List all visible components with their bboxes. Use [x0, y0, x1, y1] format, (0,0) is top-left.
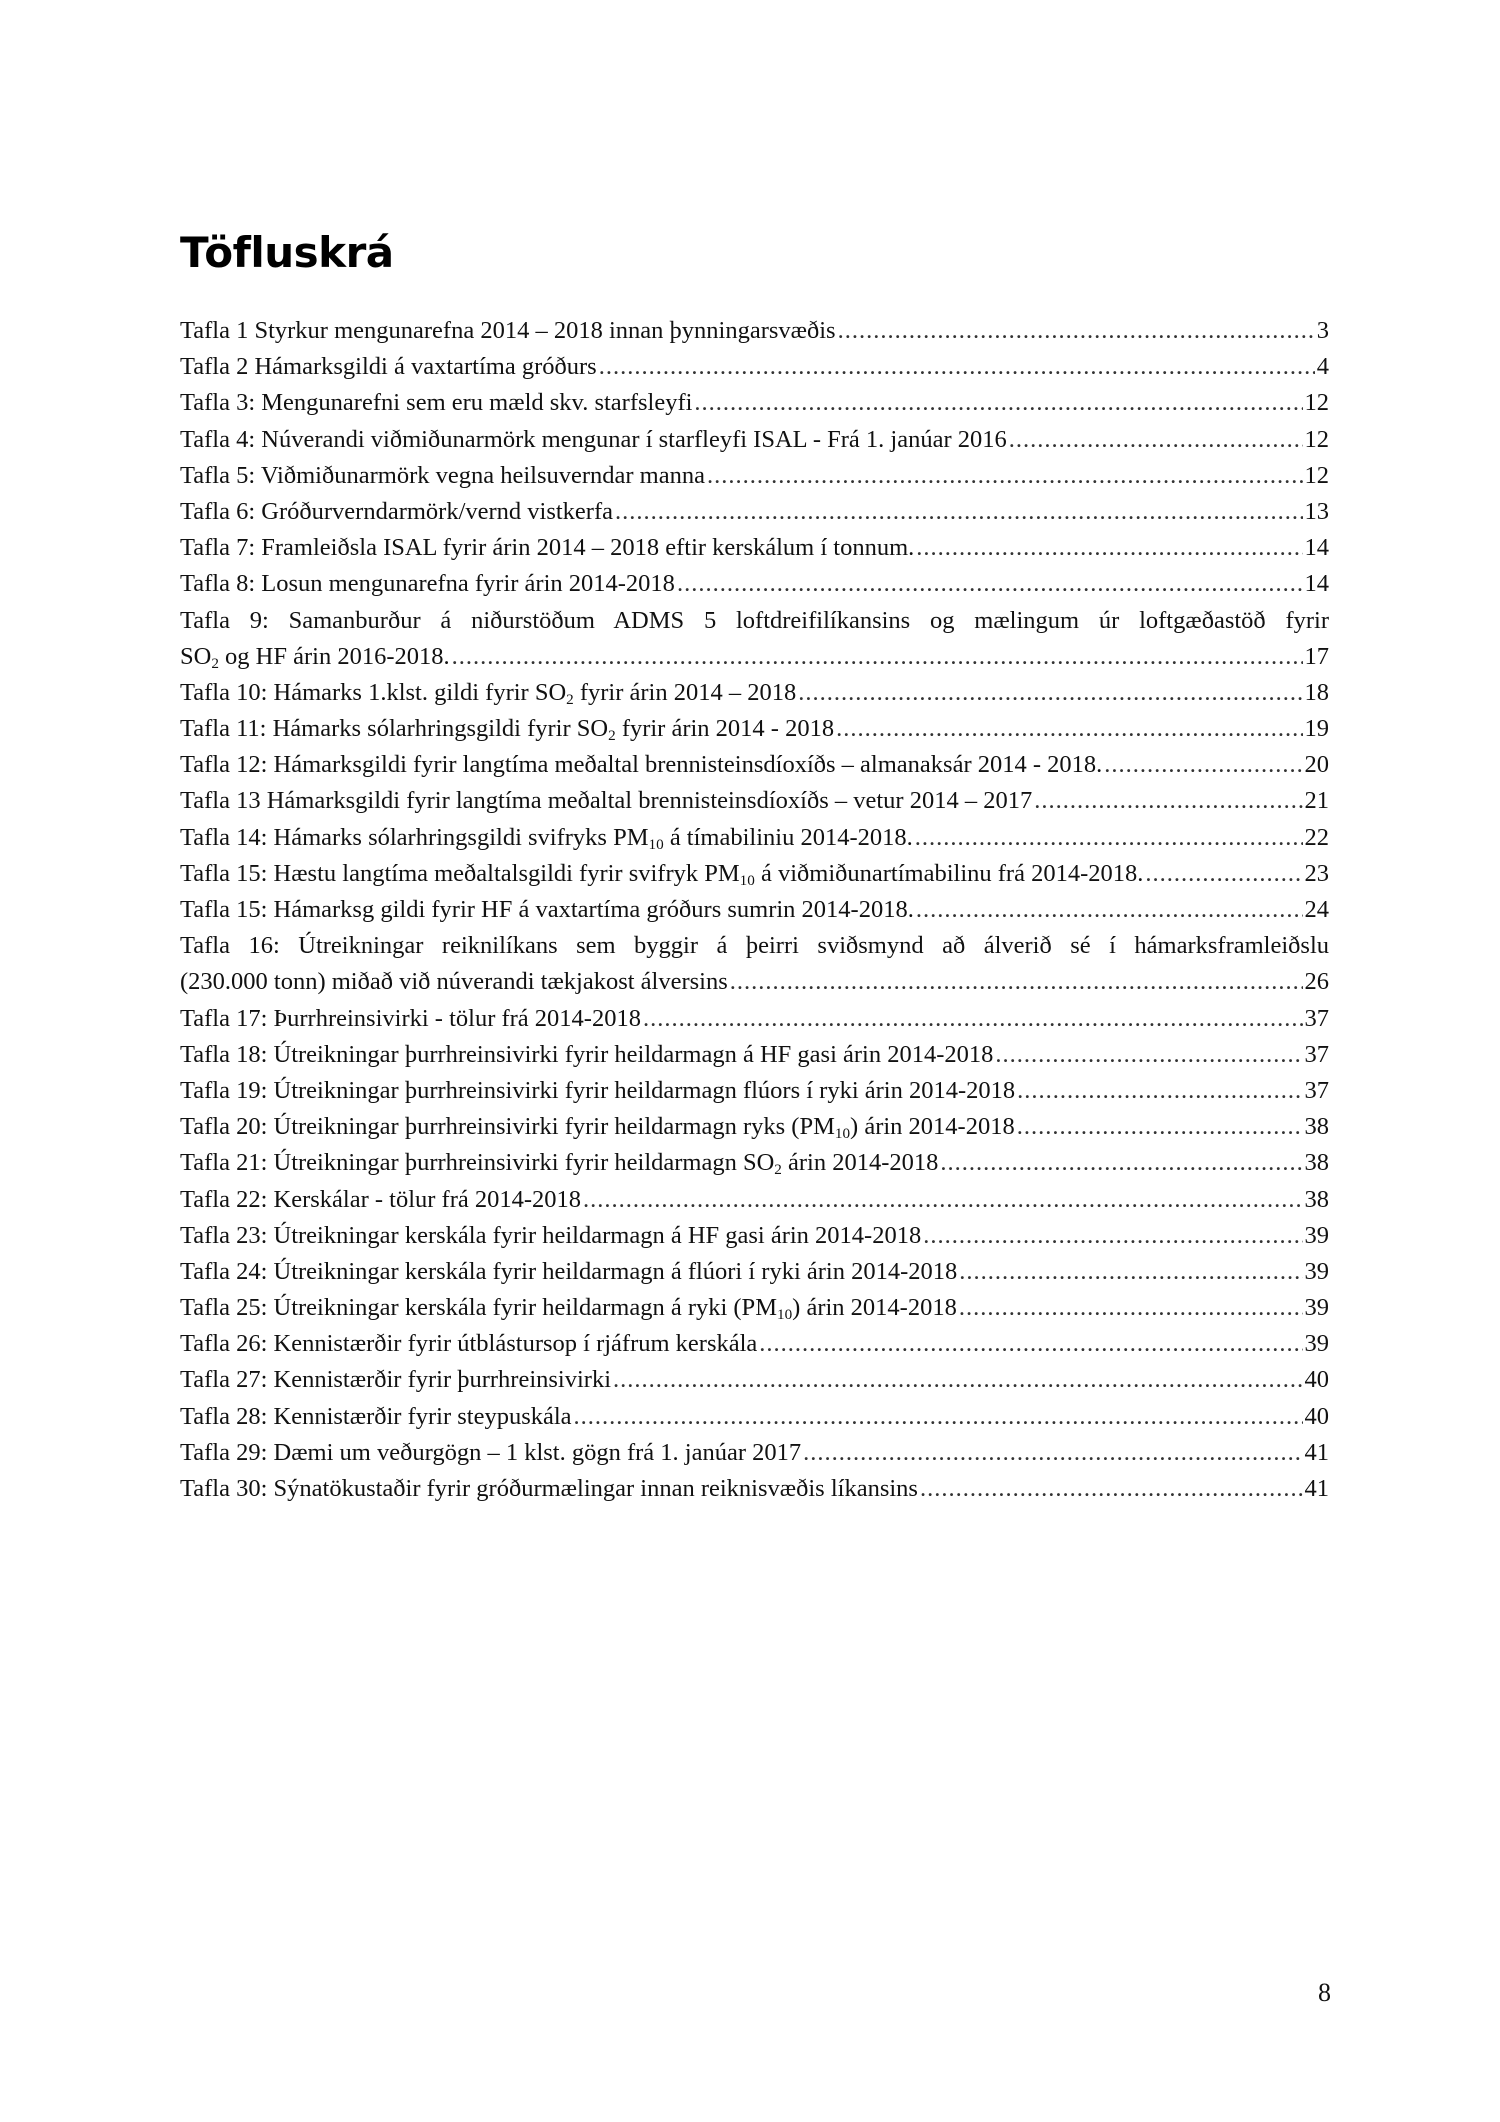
toc-entry-label — [180, 1290, 957, 1326]
toc-entry[interactable] — [180, 1471, 1329, 1507]
toc-entry-page: 41 — [1304, 1438, 1329, 1466]
dot-leader — [613, 1362, 1302, 1398]
toc-entry-page: 40 — [1304, 1402, 1329, 1430]
toc-entry-label: Tafla 5: Viðmiðunarmörk vegna heilsuverndar manna — [180, 461, 705, 489]
dot-leader — [803, 1435, 1302, 1471]
toc-entry-label-part: á viðmiðunartímabilinu frá 2014-2018. — [754, 859, 1144, 887]
subscript: 2 — [774, 1161, 782, 1179]
toc-entry-label: Tafla 6: Gróðurverndarmörk/vernd vistkerfa — [180, 497, 613, 525]
dot-leader — [915, 820, 1303, 856]
toc-entry-page: 22 — [1304, 823, 1329, 851]
dot-leader — [615, 494, 1303, 530]
toc-entry-page: 39 — [1304, 1330, 1329, 1358]
dot-leader — [643, 1001, 1303, 1037]
toc-entry[interactable] — [180, 1218, 1329, 1254]
toc-entry-page: 20 — [1304, 751, 1329, 779]
dot-leader — [694, 385, 1302, 421]
toc-entry-label: Tafla 3: Mengunarefni sem eru mæld skv. starfsleyfi — [180, 389, 693, 417]
toc-entry[interactable] — [180, 783, 1329, 819]
dot-leader — [995, 1037, 1302, 1073]
toc-entry[interactable] — [180, 1435, 1329, 1471]
toc-entry-page: 3 — [1316, 317, 1329, 344]
toc-entry-page: 4 — [1316, 353, 1329, 381]
toc-entry-page: 12 — [1304, 461, 1329, 489]
toc-entry-page: 39 — [1304, 1257, 1329, 1285]
dot-leader — [923, 1218, 1302, 1254]
toc-entry-label: Tafla 27: Kennistærðir fyrir þurrhreinsivirki — [180, 1366, 612, 1394]
toc-entry-page: 24 — [1304, 896, 1329, 923]
toc-entry-page: 37 — [1304, 1040, 1329, 1068]
toc-entry-page: 12 — [1304, 389, 1329, 417]
toc-entry-label: Tafla 13 Hámarksgildi fyrir langtíma meðaltal brennisteinsdíoxíðs – vetur 2014 – 2017 — [180, 787, 1033, 815]
toc-entry-label-part: ) árin 2014-2018 — [792, 1294, 957, 1322]
dot-leader — [599, 349, 1315, 385]
subscript: 10 — [739, 871, 755, 889]
toc-entry-page: 17 — [1304, 642, 1329, 670]
toc-entry-label: Tafla 22: Kerskálar - tölur frá 2014-2018 — [180, 1185, 582, 1213]
dot-leader — [916, 892, 1303, 928]
toc-entry-page: 38 — [1304, 1185, 1329, 1213]
toc-entry-label-part: Tafla 10: Hámarks 1.klst. gildi fyrir SO — [180, 678, 567, 706]
dot-leader — [1017, 1109, 1303, 1145]
dot-leader — [452, 639, 1303, 675]
toc-entry[interactable] — [180, 494, 1329, 530]
toc-entry-label-part: árin 2014-2018 — [781, 1149, 939, 1177]
toc-entry-page: 39 — [1304, 1221, 1329, 1249]
toc-entry-label: Tafla 4: Núverandi viðmiðunarmörk mengunar í starfleyfi ISAL - Frá 1. janúar 2016 — [180, 425, 1007, 453]
toc-entry[interactable] — [180, 1037, 1329, 1073]
toc-entry[interactable] — [180, 1001, 1329, 1037]
toc-entry-page: 26 — [1304, 968, 1329, 996]
dot-leader — [916, 530, 1302, 566]
toc-entry-label: Tafla 2 Hámarksgildi á vaxtartíma gróðurs — [180, 353, 597, 381]
toc-entry[interactable] — [180, 603, 1329, 675]
toc-entry-label: Tafla 26: Kennistærðir fyrir útblástursop í rjáfrum kerskála — [180, 1330, 758, 1358]
dot-leader — [1017, 1073, 1302, 1109]
page-number: 8 — [1318, 1978, 1331, 2007]
dot-leader — [836, 711, 1302, 747]
toc-entry-page: 39 — [1304, 1294, 1329, 1322]
toc-entry-label-part: SO — [180, 642, 212, 670]
subscript: 10 — [648, 835, 664, 853]
toc-entry-label — [180, 639, 450, 675]
subscript: 2 — [211, 654, 219, 672]
toc-entry[interactable] — [180, 422, 1329, 458]
toc-entry-label — [180, 1145, 938, 1181]
toc-entry-page: 37 — [1304, 1004, 1329, 1032]
toc-entry-label: Tafla 30: Sýnatökustaðir fyrir gróðurmælingar innan reiknisvæðis líkansins — [180, 1475, 918, 1502]
toc-entry-label: Tafla 7: Framleiðsla ISAL fyrir árin 2014 – 2018 eftir kerskálum í tonnum. — [180, 534, 915, 562]
dot-leader — [838, 313, 1315, 349]
subscript: 10 — [834, 1124, 851, 1142]
dot-leader — [798, 675, 1302, 711]
toc-entry[interactable] — [180, 458, 1329, 494]
dot-leader — [920, 1471, 1303, 1507]
toc-entry-page: 37 — [1304, 1076, 1329, 1104]
toc-entry-label-part: fyrir árin 2014 – 2018 — [573, 678, 797, 706]
toc-entry-page: 19 — [1304, 715, 1329, 743]
dot-leader — [583, 1182, 1302, 1218]
toc-entry-label-part: og HF árin 2016-2018. — [218, 642, 450, 670]
toc-entry-label — [180, 711, 834, 747]
toc-entry-page: 14 — [1304, 534, 1329, 562]
toc-entry-label-part: Tafla 25: Útreikningar kerskála fyrir heildarmagn á ryki (PM — [180, 1294, 777, 1322]
toc-entry-label: Tafla 28: Kennistærðir fyrir steypuskála — [180, 1402, 572, 1430]
toc-entry-label-line1: Tafla 9: Samanburður á niðurstöðum ADMS 5 loftdreifilíkansins og mælingum úr loftgæðastöð fyrir — [180, 606, 1329, 634]
dot-leader — [1034, 783, 1302, 819]
toc-entry[interactable] — [180, 313, 1329, 349]
toc-entry-label: Tafla 18: Útreikningar þurrhreinsivirki fyrir heildarmagn á HF gasi árin 2014-2018 — [180, 1040, 994, 1068]
toc-entry[interactable] — [180, 820, 1329, 856]
toc-entry-label — [180, 964, 728, 1000]
toc-entry-page: 40 — [1304, 1366, 1329, 1394]
toc-entry[interactable] — [180, 892, 1329, 928]
toc-entry[interactable] — [180, 385, 1329, 421]
toc-entry-label-part: Tafla 14: Hámarks sólarhringsgildi svifryks PM — [180, 823, 649, 851]
toc-entry-label-part: Tafla 21: Útreikningar þurrhreinsivirki fyrir heildarmagn SO — [180, 1149, 775, 1177]
toc-entry[interactable] — [180, 1109, 1329, 1145]
dot-leader — [959, 1290, 1303, 1326]
toc-entry-label-part: (230.000 tonn) miðað við núverandi tækjakost álversins — [180, 968, 728, 996]
dot-leader — [959, 1254, 1302, 1290]
dot-leader — [730, 964, 1303, 1000]
toc-entry[interactable] — [180, 1399, 1329, 1435]
toc-entry-page: 14 — [1304, 570, 1329, 598]
toc-entry-label: Tafla 23: Útreikningar kerskála fyrir heildarmagn á HF gasi árin 2014-2018 — [180, 1221, 922, 1249]
toc-entry-page: 12 — [1304, 425, 1329, 453]
dot-leader — [940, 1145, 1302, 1181]
toc-entry-label: Tafla 29: Dæmi um veðurgögn – 1 klst. gögn frá 1. janúar 2017 — [180, 1438, 802, 1466]
toc-entry[interactable] — [180, 566, 1329, 602]
toc-entry-page: 13 — [1304, 497, 1329, 525]
toc-entry[interactable] — [180, 530, 1329, 566]
toc-entry[interactable] — [180, 1254, 1329, 1290]
toc-entry-label: Tafla 17: Þurrhreinsivirki - tölur frá 2014-2018 — [180, 1004, 641, 1032]
subscript: 2 — [566, 690, 574, 708]
toc-entry[interactable] — [180, 1182, 1329, 1218]
toc-entry[interactable] — [180, 747, 1329, 783]
toc-entry-page: 41 — [1304, 1475, 1329, 1502]
subscript: 10 — [776, 1305, 793, 1323]
toc-entry-label-part: ) árin 2014-2018 — [850, 1113, 1015, 1141]
toc-entry-label-line1: Tafla 16: Útreikningar reiknilíkans sem byggir á þeirri sviðsmynd að álverið sé í hámarksframleiðslu — [180, 932, 1329, 960]
dot-leader — [1104, 747, 1302, 783]
toc-entry-label: Tafla 8: Losun mengunarefna fyrir árin 2014-2018 — [180, 570, 675, 598]
toc-entry[interactable] — [180, 1326, 1329, 1362]
toc-entry[interactable] — [180, 856, 1329, 892]
page-title: Töfluskrá — [180, 228, 394, 277]
toc-entry[interactable] — [180, 1145, 1329, 1181]
toc-entry-label — [180, 856, 1143, 892]
toc-entry-label-part: á tímabiliniu 2014-2018. — [663, 823, 913, 851]
toc-entry-label — [180, 675, 796, 711]
toc-entry-page: 23 — [1304, 859, 1329, 887]
toc-entry-label-part: fyrir árin 2014 - 2018 — [615, 715, 835, 743]
toc-entry[interactable] — [180, 675, 1329, 711]
toc-entry[interactable] — [180, 928, 1329, 1000]
toc-entry-label: Tafla 1 Styrkur mengunarefna 2014 – 2018 innan þynningarsvæðis — [180, 317, 836, 344]
toc-entry-label-part: Tafla 20: Útreikningar þurrhreinsivirki fyrir heildarmagn ryks (PM — [180, 1113, 835, 1141]
toc-entry-page: 21 — [1304, 787, 1329, 815]
toc-entry-label: Tafla 12: Hámarksgildi fyrir langtíma meðaltal brennisteinsdíoxíðs – almanaksár 2014 - 2018. — [180, 751, 1103, 779]
toc-entry[interactable] — [180, 1290, 1329, 1326]
toc-entry[interactable] — [180, 711, 1329, 747]
dot-leader — [1145, 856, 1302, 892]
toc-entry-label: Tafla 24: Útreikningar kerskála fyrir heildarmagn á flúori í ryki árin 2014-2018 — [180, 1257, 958, 1285]
toc-entry[interactable] — [180, 349, 1329, 385]
toc-entry-label — [180, 820, 913, 856]
dot-leader — [574, 1399, 1303, 1435]
dot-leader — [707, 458, 1303, 494]
toc-entry-label-part: Tafla 11: Hámarks sólarhringsgildi fyrir SO — [180, 715, 609, 743]
toc-entry-page: 38 — [1304, 1113, 1329, 1141]
toc-entry-label-part: Tafla 15: Hæstu langtíma meðaltalsgildi fyrir svifryk PM — [180, 859, 740, 887]
toc-entry-label: Tafla 15: Hámarksg gildi fyrir HF á vaxtartíma gróðurs sumrin 2014-2018. — [180, 896, 914, 923]
table-of-tables — [180, 313, 1329, 1507]
toc-entry[interactable] — [180, 1073, 1329, 1109]
toc-entry[interactable] — [180, 1362, 1329, 1398]
toc-entry-label — [180, 1109, 1015, 1145]
dot-leader — [1009, 422, 1303, 458]
dot-leader — [677, 566, 1303, 602]
toc-entry-page: 38 — [1304, 1149, 1329, 1177]
subscript: 2 — [608, 726, 616, 744]
dot-leader — [759, 1326, 1302, 1362]
toc-entry-label: Tafla 19: Útreikningar þurrhreinsivirki fyrir heildarmagn flúors í ryki árin 2014-2018 — [180, 1076, 1016, 1104]
toc-entry-page: 18 — [1304, 678, 1329, 706]
